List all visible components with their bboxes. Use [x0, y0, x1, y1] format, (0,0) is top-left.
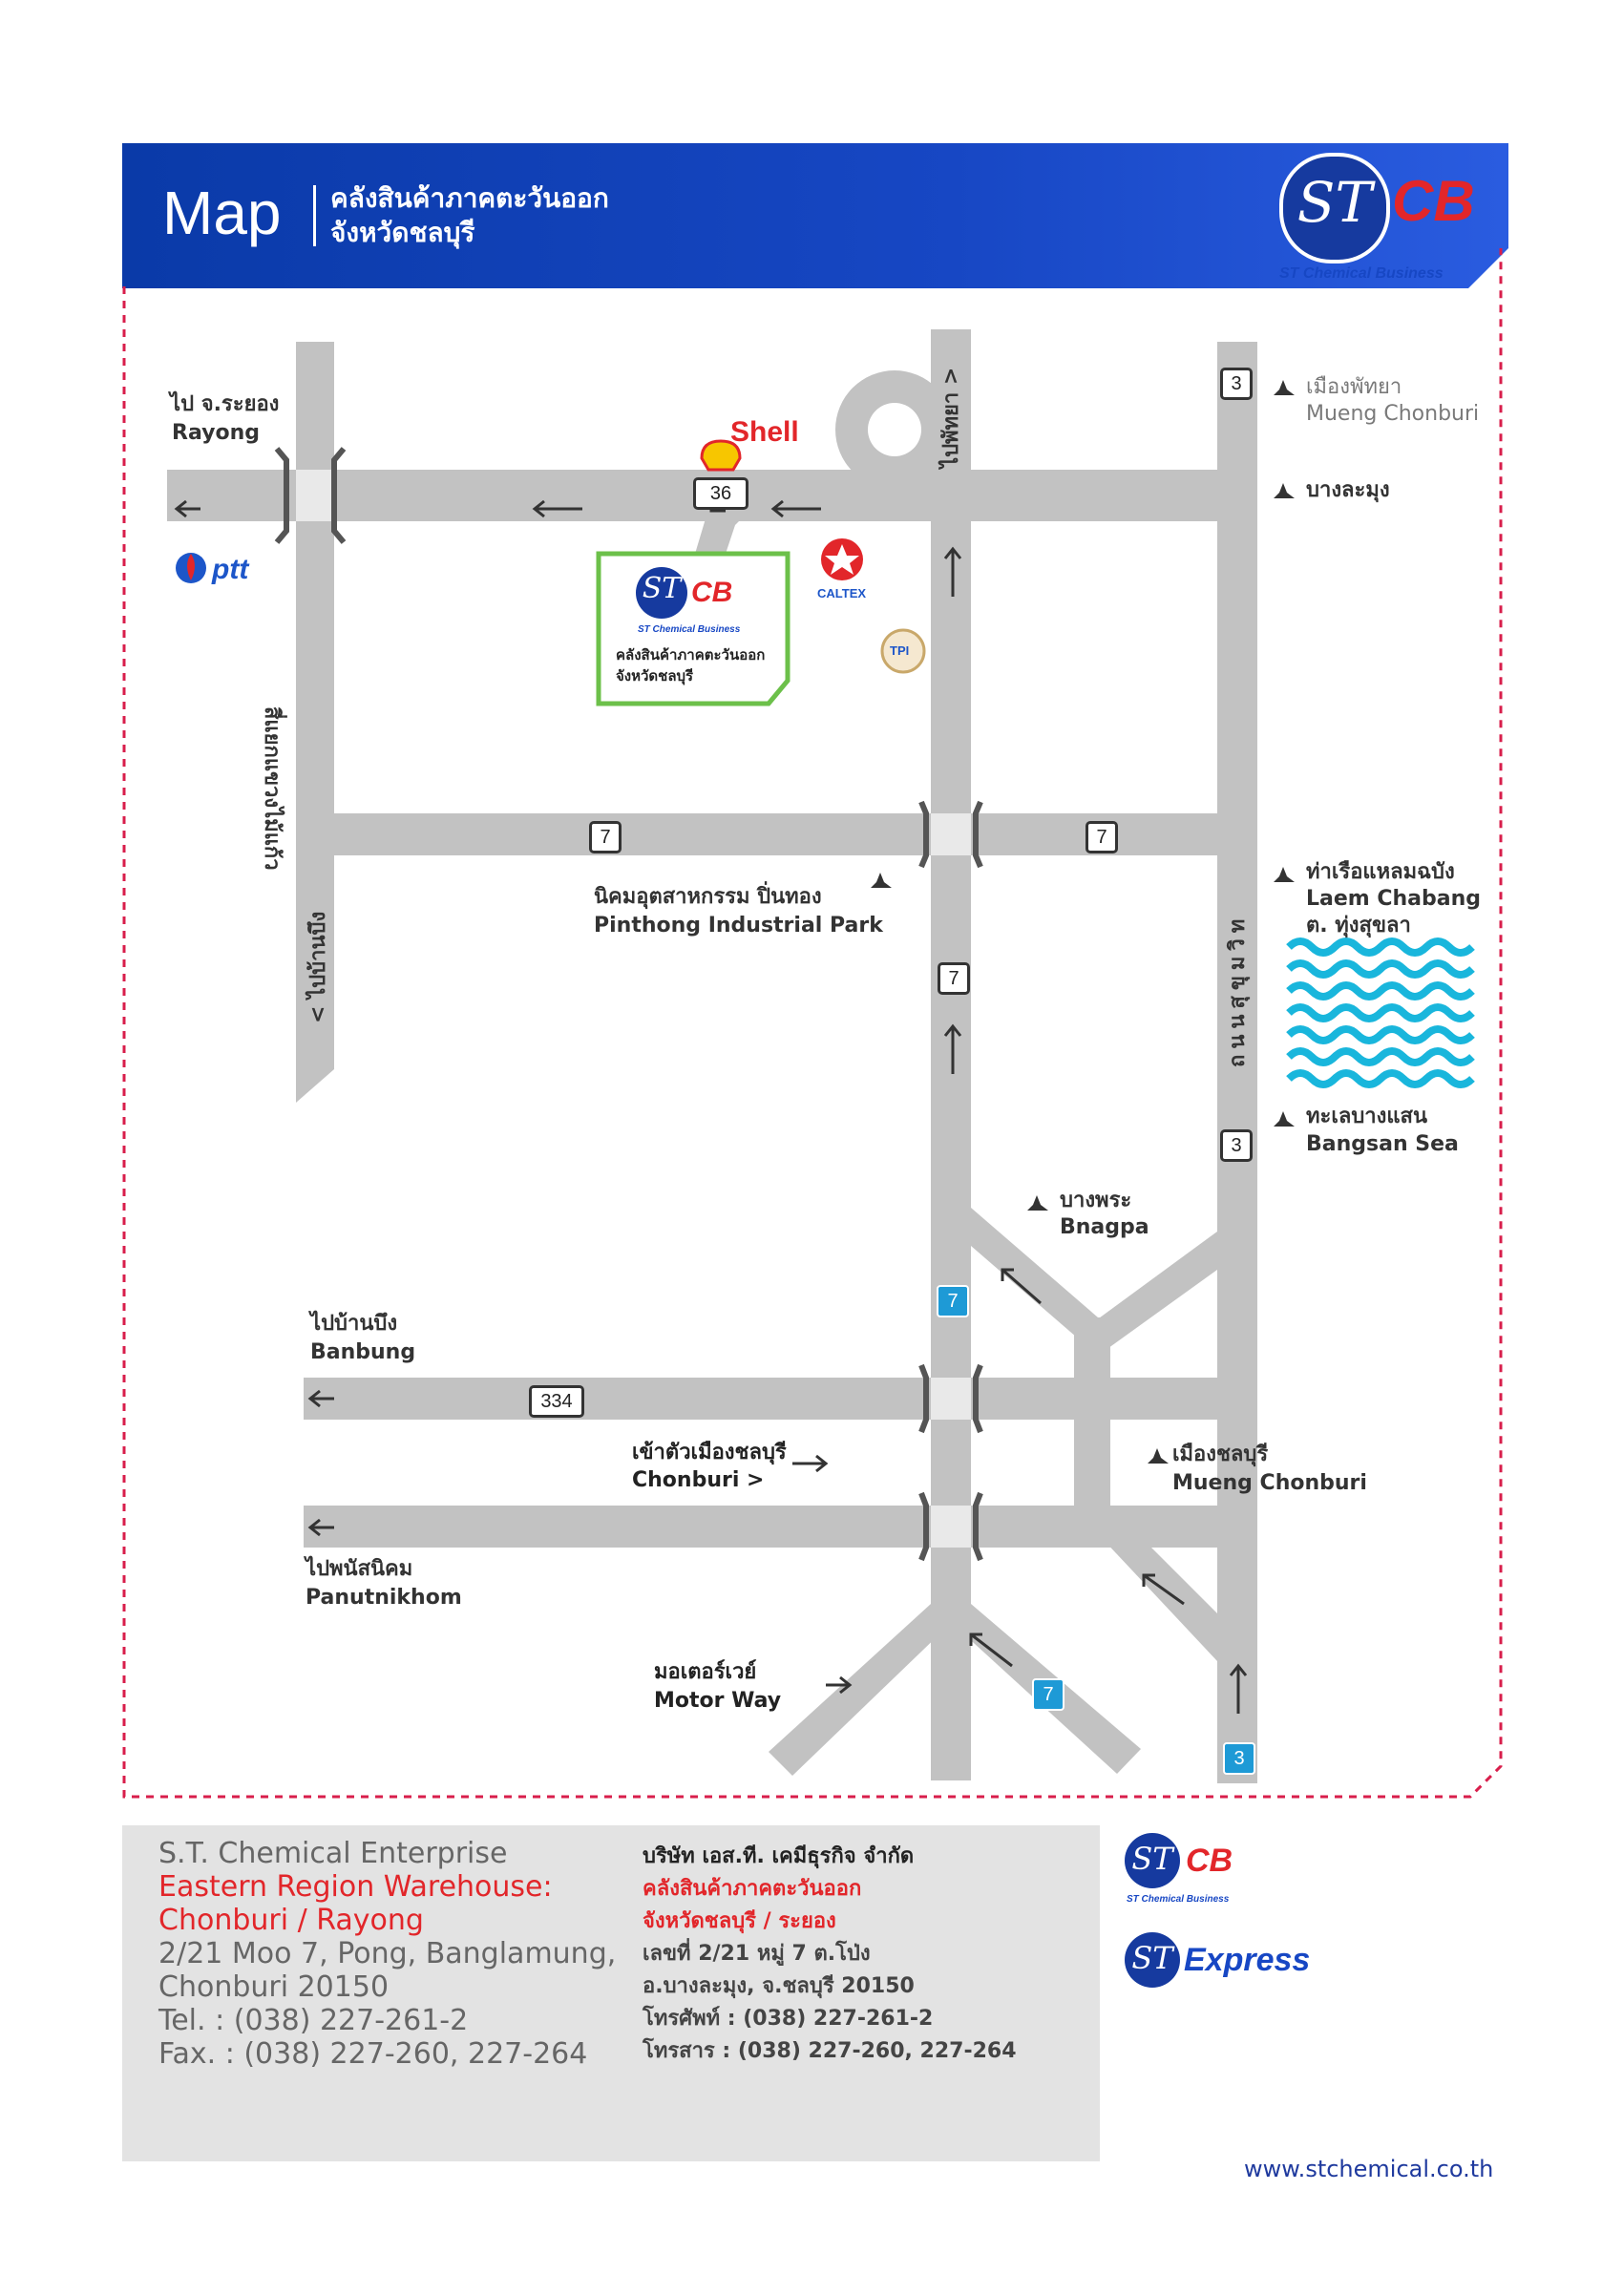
shield-route-3-blue: 3	[1223, 1742, 1255, 1775]
footer-en-tel: Tel. : (038) 227-261-2	[158, 2004, 469, 2037]
marker-banglamung-icon	[1274, 483, 1295, 498]
logo-tagline: ST Chemical Business	[1279, 265, 1444, 282]
road-7-main	[931, 329, 971, 1780]
label-ptt: ptt	[212, 554, 249, 585]
label-bangpra-th: บางพระ	[1060, 1189, 1132, 1212]
warehouse-line2: จังหวัดชลบุรี	[616, 667, 694, 685]
footer-stcb-logo	[1125, 1833, 1180, 1888]
shield-route-3-mid: 3	[1220, 1129, 1253, 1162]
label-panut-en: Panutnikhom	[306, 1586, 462, 1610]
warehouse-logo-cb: CB	[691, 577, 733, 608]
label-shell: Shell	[730, 416, 799, 448]
label-banbung-th: ไปบ้านบึง	[310, 1312, 398, 1336]
label-chonburi-th: เข้าตัวเมืองชลบุรี	[632, 1441, 787, 1464]
label-pinthong-en: Pinthong Industrial Park	[594, 914, 883, 937]
label-motorway-th: มอเตอร์เวย์	[654, 1660, 757, 1684]
footer-th-tel: โทรศัพท์ : (038) 227-261-2	[643, 2007, 934, 2031]
footer-logo1-cb: CB	[1186, 1843, 1233, 1879]
footer-logo2-st: ST	[1131, 1940, 1173, 1976]
label-bangsan-th: ทะเลบางแสน	[1306, 1105, 1428, 1128]
label-laem-th1: ท่าเรือแหลมฉบัง	[1306, 860, 1455, 884]
warehouse-logo-st: ST	[642, 572, 682, 605]
shield-route-7-blue-b: 7	[1032, 1678, 1064, 1711]
footer-th-addr2: อ.บางละมุง, จ.ชลบุรี 20150	[643, 1974, 915, 1998]
footer-en-fax: Fax. : (038) 227-260, 227-264	[158, 2037, 588, 2071]
roundabout-center	[868, 403, 921, 456]
label-banbueng-vertical: < ไปบ้านบึง	[306, 911, 330, 1023]
label-caltex: CALTEX	[817, 586, 867, 600]
footer-logo1-st: ST	[1131, 1841, 1173, 1877]
label-chonburi-en: Chonburi >	[632, 1468, 765, 1492]
footer-th-fax: โทรสาร : (038) 227-260, 227-264	[643, 2039, 1017, 2063]
label-junction-vertical: สี่แยกแขวงไม้แก้ว	[260, 706, 284, 871]
shield-route-7-mid: 7	[938, 962, 970, 995]
label-laem-th2: ต. ทุ่งสุขลา	[1306, 914, 1411, 937]
label-panut-th: ไปพนัสนิคม	[306, 1557, 413, 1581]
label-pattaya-th: เมืองพัทยา	[1306, 375, 1402, 399]
marker-pinthong-icon	[871, 873, 892, 888]
logo-cb-text: CB	[1392, 169, 1475, 233]
marker-bangsan-icon	[1274, 1111, 1295, 1127]
shield-route-334: 334	[529, 1385, 584, 1418]
footer-stexpress-logo	[1125, 1932, 1180, 1988]
sea-waves	[1289, 941, 1472, 1085]
warehouse-line1: คลังสินค้าภาคตะวันออก	[616, 646, 766, 664]
label-pinthong-th: นิคมอุตสาหกรรม ปิ่นทอง	[594, 885, 822, 909]
footer-th-warehouse2: จังหวัดชลบุรี / ระยอง	[643, 1909, 836, 1933]
page-title: Map	[162, 179, 282, 247]
footer-th-warehouse1: คลังสินค้าภาคตะวันออก	[643, 1877, 862, 1901]
footer-en-warehouse2: Chonburi / Rayong	[158, 1904, 424, 1937]
label-sukhumvit-vertical: ถนนสุขุมวิท	[1226, 913, 1250, 1067]
label-mueng-en: Mueng Chonburi	[1172, 1471, 1367, 1495]
marker-laemchabang-icon	[1274, 867, 1295, 882]
logo-st-text: ST	[1296, 170, 1373, 235]
marker-bangpra-icon	[1027, 1195, 1048, 1211]
footer-th-company: บริษัท เอส.ที. เคมีธุรกิจ จำกัด	[643, 1844, 915, 1868]
warehouse-logo-tagline: ST Chemical Business	[638, 624, 741, 635]
footer-th-addr1: เลขที่ 2/21 หมู่ 7 ต.โป่ง	[643, 1942, 871, 1966]
footer-en-company: S.T. Chemical Enterprise	[158, 1837, 508, 1870]
footer-panel-edge	[1090, 1825, 1100, 2161]
shield-route-7-left: 7	[589, 821, 622, 853]
footer-logo2-express: Express	[1184, 1942, 1311, 1978]
marker-mueng-icon	[1148, 1448, 1169, 1464]
label-motorway-en: Motor Way	[654, 1689, 782, 1713]
shield-route-3-top: 3	[1220, 368, 1253, 400]
marker-pattaya-icon	[1274, 380, 1295, 395]
road-connector	[1074, 1317, 1110, 1508]
label-banglamung-th: บางละมุง	[1306, 478, 1390, 502]
shield-route-7-blue-a: 7	[937, 1285, 969, 1317]
label-bangsan-en: Bangsan Sea	[1306, 1132, 1459, 1156]
header-subtitle-line1: คลังสินค้าภาคตะวันออก	[330, 182, 609, 214]
label-bangpra-en: Bnagpa	[1060, 1215, 1149, 1239]
label-banbung-en: Banbung	[310, 1340, 416, 1364]
shield-route-7-right: 7	[1086, 821, 1118, 853]
label-rayong-th: ไป จ.ระยอง	[170, 392, 280, 416]
footer-en-addr1: 2/21 Moo 7, Pong, Banglamung,	[158, 1937, 617, 1970]
label-rayong-en: Rayong	[172, 421, 260, 445]
footer-en-addr2: Chonburi 20150	[158, 1970, 390, 2004]
label-pattaya-en: Mueng Chonburi	[1306, 402, 1480, 426]
label-laem-en: Laem Chabang	[1306, 887, 1482, 911]
website-link[interactable]: www.stchemical.co.th	[1244, 2156, 1494, 2182]
label-pattaya-vertical: ไปพัทยา >	[939, 367, 963, 468]
arrow-chonburi	[792, 1456, 826, 1471]
footer-panel-corner	[1100, 2110, 1128, 2161]
shield-route-36: 36	[693, 477, 748, 510]
footer-logo1-tagline: ST Chemical Business	[1127, 1894, 1230, 1905]
footer-en-warehouse1: Eastern Region Warehouse:	[158, 1870, 553, 1904]
label-tpi: TPI	[890, 643, 910, 658]
label-mueng-th: เมืองชลบุรี	[1172, 1443, 1269, 1466]
header-subtitle-line2: จังหวัดชลบุรี	[330, 217, 475, 248]
